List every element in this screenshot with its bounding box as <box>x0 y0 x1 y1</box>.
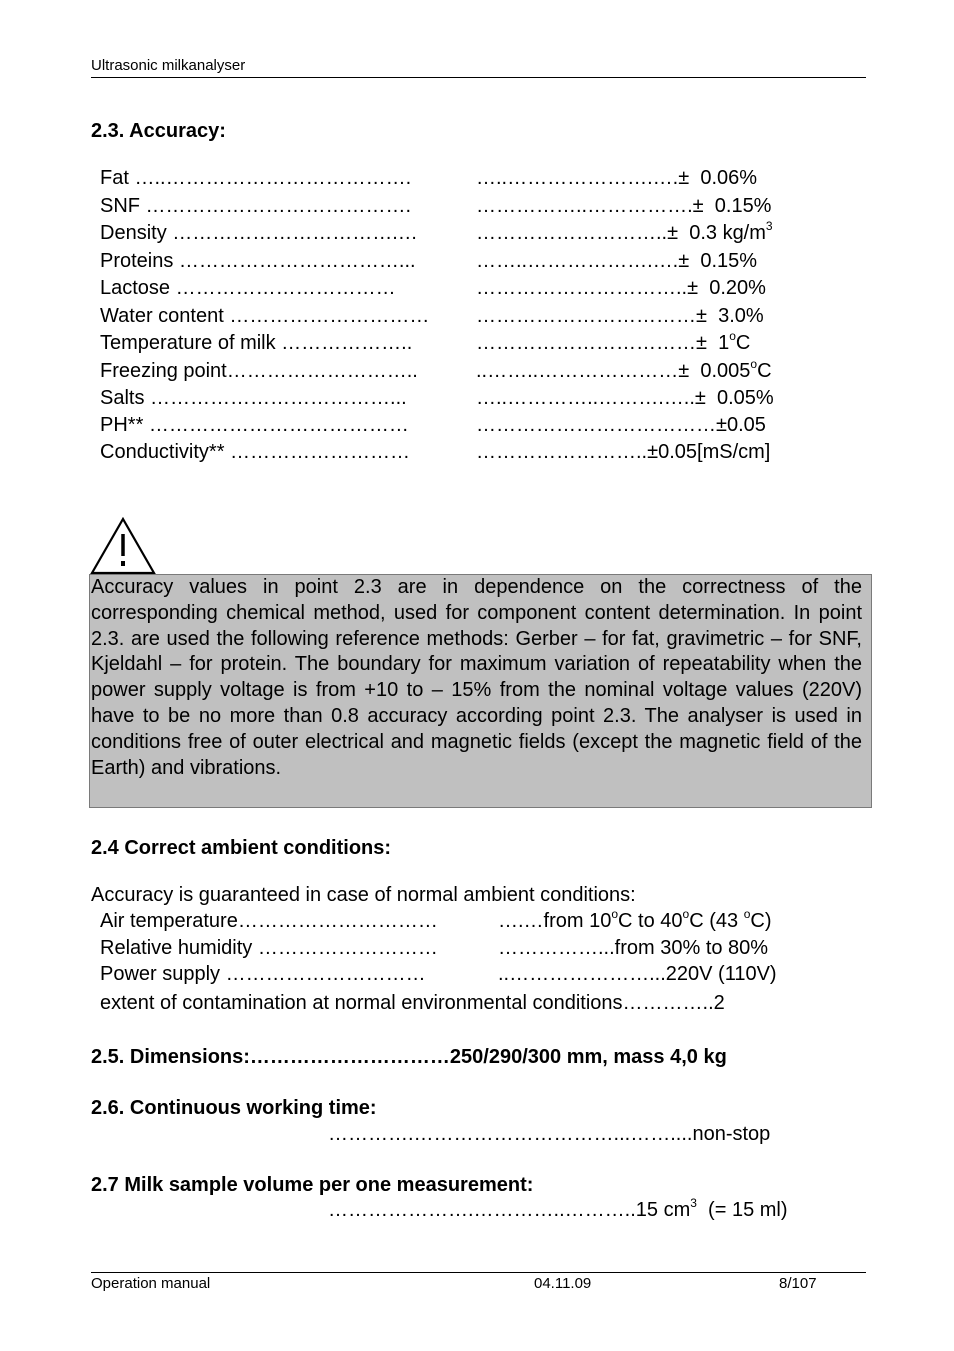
accuracy-value: ……………………..±0.05[mS/cm] <box>476 441 771 463</box>
accuracy-label: Density …………………………….… <box>100 222 418 244</box>
accuracy-heading: 2.3. Accuracy: <box>91 120 226 142</box>
accuracy-label: Lactose …………………………… <box>100 277 396 299</box>
footer-rule <box>91 1272 866 1273</box>
accuracy-value: …..………………….….± 0.06% <box>476 167 758 189</box>
contamination-text: extent of contamination at normal environmental conditions…………..2 <box>100 992 725 1014</box>
power-value: ..…………………...220V (110V) <box>498 963 777 985</box>
working-time-heading: 2.6. Continuous working time: <box>91 1097 377 1119</box>
warning-triangle-icon <box>90 517 156 575</box>
accuracy-label: Water content ………………………… <box>100 305 430 327</box>
accuracy-label: Conductivity** ……………………… <box>100 441 411 463</box>
accuracy-label: Temperature of milk ……………….. <box>100 332 413 354</box>
accuracy-value: ……………..…………….± 0.15% <box>476 195 772 217</box>
accuracy-value: …………………………..± 0.20% <box>476 277 766 299</box>
ambient-heading: 2.4 Correct ambient conditions: <box>91 837 392 859</box>
header-title: Ultrasonic milkanalyser <box>91 57 246 74</box>
header-rule <box>91 77 866 78</box>
accuracy-label: Salts ………………………………... <box>100 387 407 409</box>
accuracy-label: Proteins ……………………………... <box>100 250 416 272</box>
accuracy-label: Fat …..………………………………. <box>100 167 412 189</box>
ambient-intro: Accuracy is guaranteed in case of normal ambient conditions: <box>91 884 636 906</box>
warning-text: Accuracy values in point 2.3 are in dependence on the correctness of the corresponding chemical method, used for component content determination. In point 2.3. are used the following reference methods: Gerber – for fat, gravimetric – for SNF, Kjeldahl – for protein. The boundary for maximum variation of repeatability when the power supply voltage is from +10 to – 15% from the nominal voltage values (220V) have to be no more than 0.8 accuracy according point 2.3. The analyser is used in conditions free of outer electrical and magnetic fields (except the magnetic field of the Earth) and vibrations. <box>91 576 862 779</box>
accuracy-value: ………………………..± 0.3 $kg/m^3$ <box>476 219 773 244</box>
accuracy-value: ……………………………± 1$^o$C <box>476 329 751 354</box>
accuracy-value: ………………………………±0.05 <box>476 414 766 436</box>
footer-page-number: 8/107 <box>779 1275 817 1292</box>
sample-volume-value: ………………….…………..………..15 $cm^3$ (= 15 ml) <box>328 1196 788 1221</box>
humidity-label: Relative humidity ……………………… <box>100 937 438 959</box>
sample-volume-heading: 2.7 Milk sample volume per one measurement: <box>91 1174 534 1196</box>
dimensions-heading: 2.5. Dimensions:…………………………250/290/300 mm, mass 4,0 kg <box>91 1046 727 1068</box>
accuracy-value: ..……..…………………± 0.005$^o$C <box>476 357 772 382</box>
working-time-value: ………….…………………………...……....non-stop <box>328 1123 771 1145</box>
accuracy-label: PH** ………………………………… <box>100 414 409 436</box>
humidity-value: ……………...from 30% to 80% <box>498 937 769 959</box>
footer-date: 04.11.09 <box>534 1275 592 1292</box>
accuracy-value: ……………………………± 3.0% <box>476 305 764 327</box>
accuracy-value: ……..……………….….± 0.15% <box>476 250 758 272</box>
footer-left: Operation manual <box>91 1275 211 1292</box>
air-temp-label: Air temperature………………………… <box>100 910 438 932</box>
accuracy-label: Freezing point……………………….. <box>100 360 418 382</box>
power-label: Power supply ………………………… <box>100 963 426 985</box>
accuracy-label: SNF …………………………………. <box>100 195 412 217</box>
air-temp-value: ….…from 10$^o$C to 40$^o$C (43 $^o$C) <box>498 907 772 932</box>
accuracy-value: …..…………..……….…..± 0.05% <box>476 387 774 409</box>
